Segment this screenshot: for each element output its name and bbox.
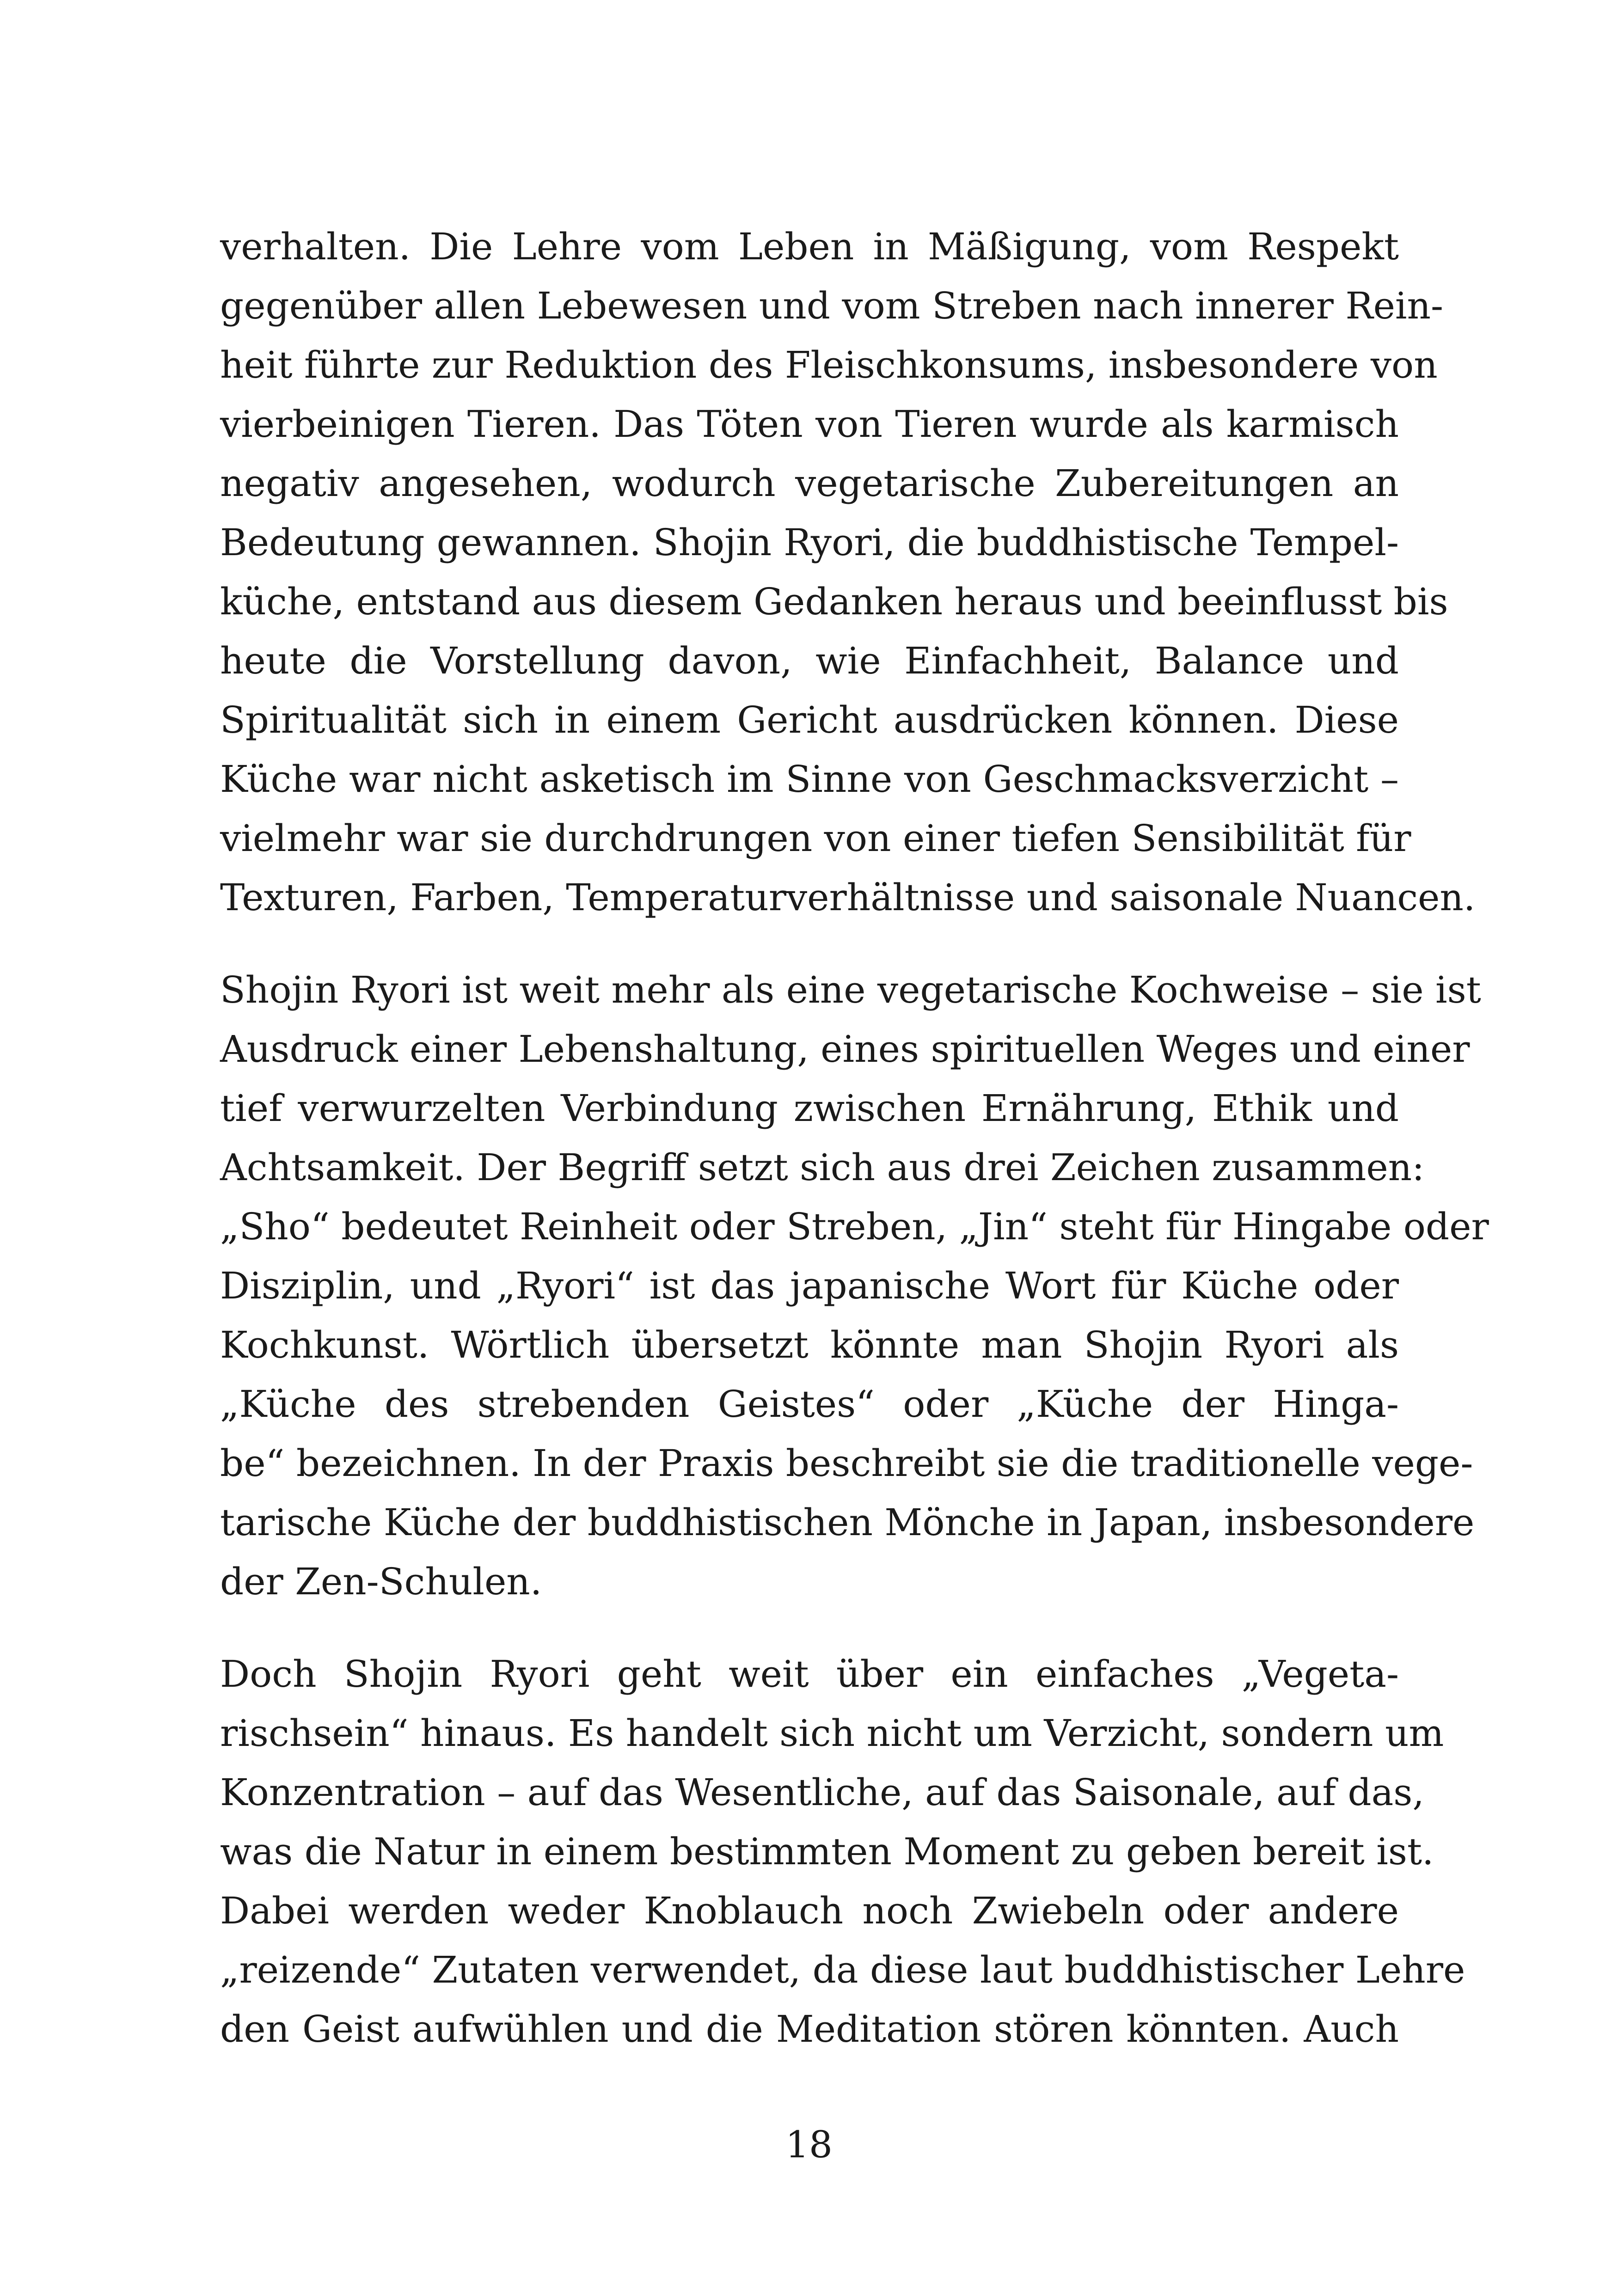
text-line: rischsein“ hinaus. Es handelt sich nicht um Verzicht, sondern um — [220, 1712, 1444, 1755]
paragraph-gap — [220, 927, 1399, 961]
text-line: Küche war nicht asketisch im Sinne von Geschmacksverzicht – — [220, 758, 1399, 801]
text-line: „reizende“ Zutaten verwendet, da diese laut buddhistischer Lehre — [220, 1948, 1465, 1991]
text-line: heit führte zur Reduktion des Fleischkonsums, insbesondere von — [220, 343, 1438, 386]
text-line: der Zen-Schulen. — [220, 1560, 542, 1603]
text-line: tief verwurzelten Verbindung zwischen Ernährung, Ethik und — [220, 1087, 1399, 1130]
text-line: Ausdruck einer Lebenshaltung, eines spirituellen Weges und einer — [220, 1028, 1470, 1071]
text-line: Kochkunst. Wörtlich übersetzt könnte man Shojin Ryori als — [220, 1323, 1399, 1366]
paragraph-1 — [220, 217, 1476, 927]
text-line: gegenüber allen Lebewesen und vom Streben nach innerer Rein- — [220, 284, 1444, 327]
page-number: 18 — [785, 2123, 833, 2166]
paragraph-2 — [220, 961, 1489, 1611]
text-line: Bedeutung gewannen. Shojin Ryori, die buddhistische Tempel- — [220, 521, 1399, 564]
text-line: was die Natur in einem bestimmten Moment zu geben bereit ist. — [220, 1830, 1434, 1873]
text-line: Disziplin, und „Ryori“ ist das japanische Wort für Küche oder — [220, 1264, 1399, 1307]
text-line: küche, entstand aus diesem Gedanken heraus und beeinflusst bis — [220, 580, 1448, 623]
text-line: tarische Küche der buddhistischen Mönche in Japan, insbesondere — [220, 1501, 1475, 1544]
text-line: be“ bezeichnen. In der Praxis beschreibt sie die traditionelle vege- — [220, 1442, 1473, 1485]
text-line: den Geist aufwühlen und die Meditation stören könnten. Auch — [220, 2008, 1399, 2051]
text-line: vielmehr war sie durchdrungen von einer tiefen Sensibilität für — [220, 817, 1411, 860]
text-line: Achtsamkeit. Der Begriff setzt sich aus drei Zeichen zusammen: — [220, 1146, 1425, 1189]
text-line: Doch Shojin Ryori geht weit über ein einfaches „Vegeta- — [220, 1653, 1399, 1696]
paragraph-3 — [220, 1645, 1465, 2059]
paragraph-gap — [220, 1611, 1399, 1645]
body-text — [220, 217, 1489, 2059]
text-line: Shojin Ryori ist weit mehr als eine vegetarische Kochweise – sie ist — [220, 968, 1481, 1011]
text-line: Texturen, Farben, Temperaturverhältnisse und saisonale Nuancen. — [220, 876, 1476, 919]
text-line: Konzentration – auf das Wesentliche, auf das Saisonale, auf das, — [220, 1771, 1424, 1814]
text-line: heute die Vorstellung davon, wie Einfachheit, Balance und — [220, 639, 1399, 682]
text-line: „Sho“ bedeutet Reinheit oder Streben, „Jin“ steht für Hingabe oder — [220, 1205, 1489, 1248]
text-line: verhalten. Die Lehre vom Leben in Mäßigung, vom Respekt — [220, 225, 1399, 268]
text-line: Spiritualität sich in einem Gericht ausdrücken können. Diese — [220, 698, 1399, 741]
text-line: „Küche des strebenden Geistes“ oder „Küche der Hinga- — [220, 1383, 1399, 1426]
text-line: Dabei werden weder Knoblauch noch Zwiebeln oder andere — [220, 1889, 1399, 1932]
text-line: vierbeinigen Tieren. Das Töten von Tieren wurde als karmisch — [220, 403, 1399, 446]
text-line: negativ angesehen, wodurch vegetarische Zubereitungen an — [220, 462, 1399, 505]
